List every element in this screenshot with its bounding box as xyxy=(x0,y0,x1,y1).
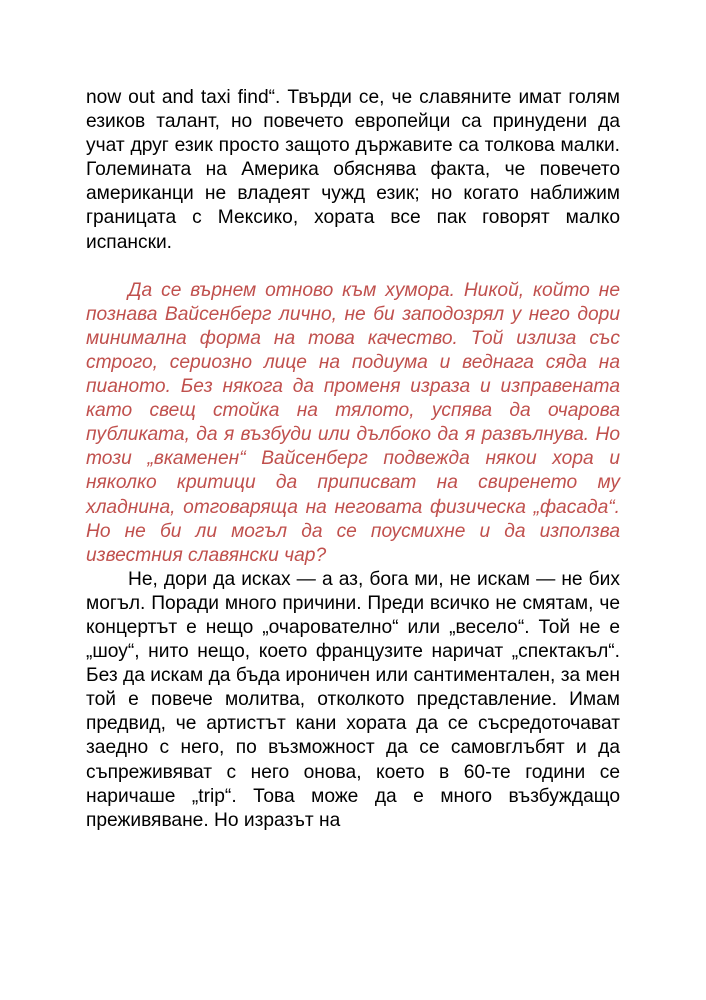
answer-paragraph: Не, дори да исках — а аз, бога ми, не искам — не бих могъл. Поради много причини. Преди всичко не смятам, че концертът е нещо „очарователно“ или „весело“. Той не е „шоу“, нито нещо, което французите наричат „спектакъл“. Без да искам да бъда ироничен или сантиментален, за мен той е повече молитва, отколкото представление. Имам предвид, че артистът кани хората да се съсредоточават заедно с него, по възможност да се самовглъбят и да съпреживяват с него онова, което в 60-те години се наричаше „trip“. Това може да е много възбуждащо преживяване. Но изразът на xyxy=(86,568,620,831)
paragraph-spacer xyxy=(86,255,620,279)
document-page xyxy=(86,86,620,833)
body-paragraph-continuation: now out and taxi find“. Твърди се, че славяните имат голям езиков талант, но повечето европейци са принудени да учат друг език просто защото държавите са толкова малки. Големината на Америка обяснява факта, че повечето американци не владеят чужд език; но когато наближим границата с Мексико, хората все пак говорят малко испански. xyxy=(86,87,620,253)
interviewer-question-paragraph: Да се върнем отново към хумора. Никой, който не познава Вайсенберг лично, не би заподозрял у него дори минимална форма на това качество. Той излиза със строго, сериозно лице на подиума и веднага сяда на пианото. Без някога да променя израза и изправената като свещ стойка на тялото, успява да очарова публиката, да я възбуди или дълбоко да я развълнува. Но този „вкаменен“ Вайсенберг подвежда някои хора и няколко критици да приписват на свиренето му хладнина, отговаряща на неговата физическа „фасада“. Но не би ли могъл да се поусмихне и да използва известния славянски чар? xyxy=(86,279,620,566)
